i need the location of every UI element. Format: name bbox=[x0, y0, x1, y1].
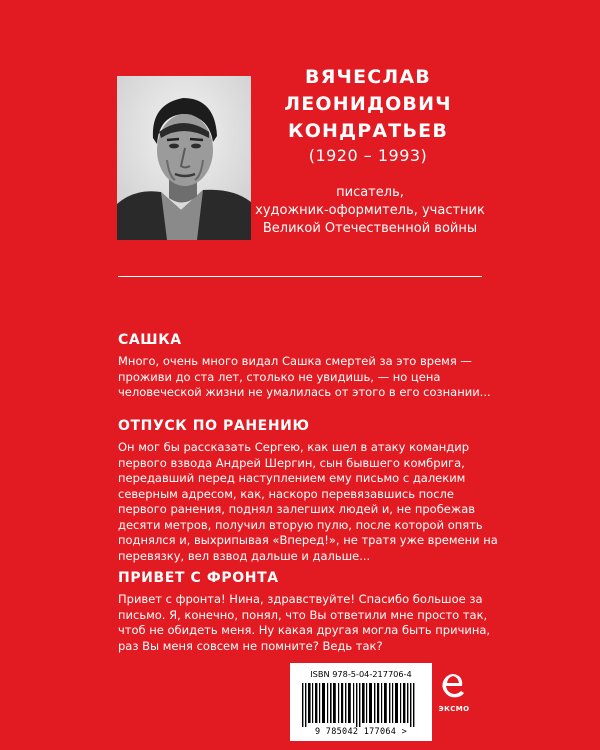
author-last-name: КОНДРАТЬЕВ bbox=[287, 120, 449, 142]
author-patronymic: ЛЕОНИДОВИЧ bbox=[284, 93, 452, 115]
section-excerpt: Он мог бы рассказать Сергею, как шел в атаку командир первого взвода Андрей Шергин, сын бывшего комбрига, передавший перед наступлением ему письмо с далеким северным адресом, как, наскоро перевязавшись после первого ранения, поднял залегших людей и, не пробежав десяти метров, получил вторую пулю, после которой опять поднялся и, выхрипывая «Вперед!», не тратя уже времени на перевязку, вел взвод дальше и дальше... bbox=[118, 440, 498, 563]
section-sashka bbox=[118, 332, 498, 401]
author-description-line: Великой Отечественной войны bbox=[262, 221, 478, 236]
barcode-bars bbox=[300, 683, 422, 727]
author-name bbox=[276, 64, 460, 145]
section-privet bbox=[118, 570, 498, 654]
section-excerpt: Привет с фронта! Нина, здравствуйте! Спасибо большое за письмо. Я, конечно, понял, что Вы ответили мне просто так, чтоб не обидеть меня. Ну какая другая могла быть причина, раз Вы меня совсем не помните? Ведь так? bbox=[118, 592, 491, 653]
author-description-line: писатель, bbox=[336, 185, 404, 200]
barcode bbox=[290, 663, 432, 741]
author-first-name: ВЯЧЕСЛАВ bbox=[305, 66, 431, 88]
author-description-line: художник-оформитель, участник bbox=[255, 203, 485, 218]
section-excerpt: Много, очень много видал Сашка смертей за это время — проживи до ста лет, столько не увидишь, — но цена человеческой жизни не умалилась от этого в его сознании... bbox=[118, 354, 491, 399]
section-title: САШКА bbox=[118, 332, 182, 348]
barcode-number: 9 785042 177064 > bbox=[314, 727, 408, 737]
section-otpusk bbox=[118, 418, 498, 564]
section-title: ПРИВЕТ С ФРОНТА bbox=[118, 570, 279, 586]
publisher-name: ЭКСМО bbox=[438, 705, 470, 713]
eksmo-logo-icon bbox=[440, 671, 466, 701]
isbn: ISBN 978-5-04-217706-4 bbox=[310, 669, 412, 679]
divider bbox=[118, 276, 482, 277]
author-description bbox=[220, 184, 520, 238]
section-title: ОТПУСК ПО РАНЕНИЮ bbox=[118, 418, 310, 434]
author-years: (1920 – 1993) bbox=[308, 146, 428, 165]
